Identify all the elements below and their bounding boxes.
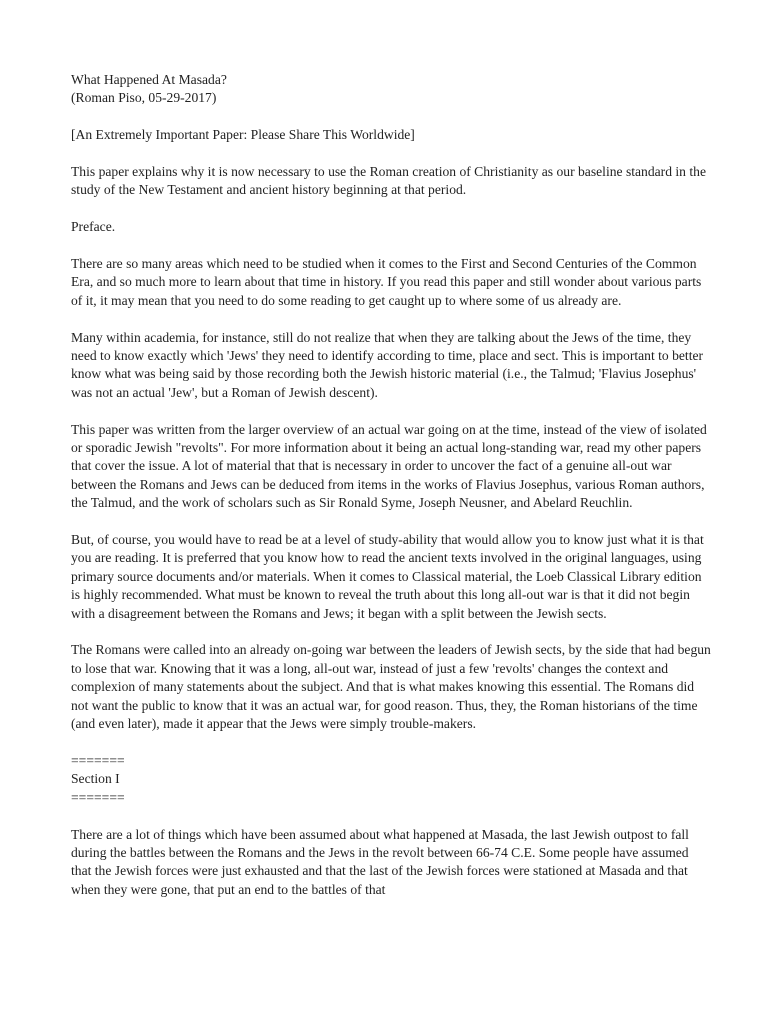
document-page: [71, 71, 711, 918]
section-heading-block: [71, 752, 711, 807]
preface-paragraph-5: The Romans were called into an already on-going war between the leaders of Jewish sects, by the side that had begun to lose that war. Knowing that it was a long, all-out war, instead of just a few 'revolts' changes the context and complexion of many statements about the subject. And that is what makes knowing this essential. The Romans did not want the public to know that it was an actual war, for good reason. Thus, they, the Roman historians of the time (and even later), made it appear that the Jews were simply trouble-makers.: [71, 642, 711, 732]
intro-paragraph: This paper explains why it is now necessary to use the Roman creation of Christianity as our baseline standard in the study of the New Testament and ancient history beginning at that period.: [71, 164, 706, 198]
preface-paragraph-3: This paper was written from the larger overview of an actual war going on at the time, instead of the view of isolated or sporadic Jewish "revolts". For more information about it being an actual long-standing war, read my other papers that cover the issue. A lot of material that that is necessary in order to uncover the fact of a genuine all-out war between the Romans and Jews can be deduced from items in the works of Flavius Josephus, various Roman authors, the Talmud, and the work of scholars such as Sir Ronald Syme, Joseph Neusner, and Abelard Reuchlin.: [71, 421, 707, 511]
preface-heading: Preface.: [71, 219, 116, 235]
document-byline: (Roman Piso, 05-29-2017): [71, 90, 217, 106]
section-heading: Section I: [71, 771, 120, 787]
preface-paragraph-2: Many within academia, for instance, still do not realize that when they are talking about the Jews of the time, they need to know exactly which 'Jews' they need to identify according to time, place and sect. This is important to better know what was being said by those recording both the Jewish historic material (i.e., the Talmud; 'Flavius Josephus' was not an actual 'Jew', but a Roman of Jewish descent).: [71, 329, 704, 400]
section-rule-bottom: =======: [71, 789, 125, 805]
share-notice: [An Extremely Important Paper: Please Share This Worldwide]: [71, 127, 415, 143]
section-rule-top: =======: [71, 752, 125, 768]
preface-paragraph-1: There are so many areas which need to be studied when it comes to the First and Second Centuries of the Common Era, and so much more to learn about that time in history. If you read this paper and still wonder about various parts of it, it may mean that you need to do some reading to get caught up to where some of us already are.: [71, 256, 702, 308]
section-paragraph: There are a lot of things which have been assumed about what happened at Masada, the last Jewish outpost to fall during the battles between the Romans and the Jews in the revolt between 66-74 C.E. Some people have assumed that the Jewish forces were just exhausted and that the last of the Jewish forces were stationed at Masada and that when they were gone, that put an end to the battles of that: [71, 826, 689, 897]
document-title: What Happened At Masada?: [71, 72, 227, 87]
preface-paragraph-4: But, of course, you would have to read be at a level of study-ability that would allow you to know just what it is that you are reading. It is preferred that you know how to read the ancient texts involved in the original languages, using primary source documents and/or materials. When it comes to Classical material, the Loeb Classical Library edition is highly recommended. What must be known to reveal the truth about this long all-out war is that it did not begin with a disagreement between the Romans and Jews; it began with a split between the Jewish sects.: [71, 532, 704, 621]
title-block: [71, 71, 711, 108]
